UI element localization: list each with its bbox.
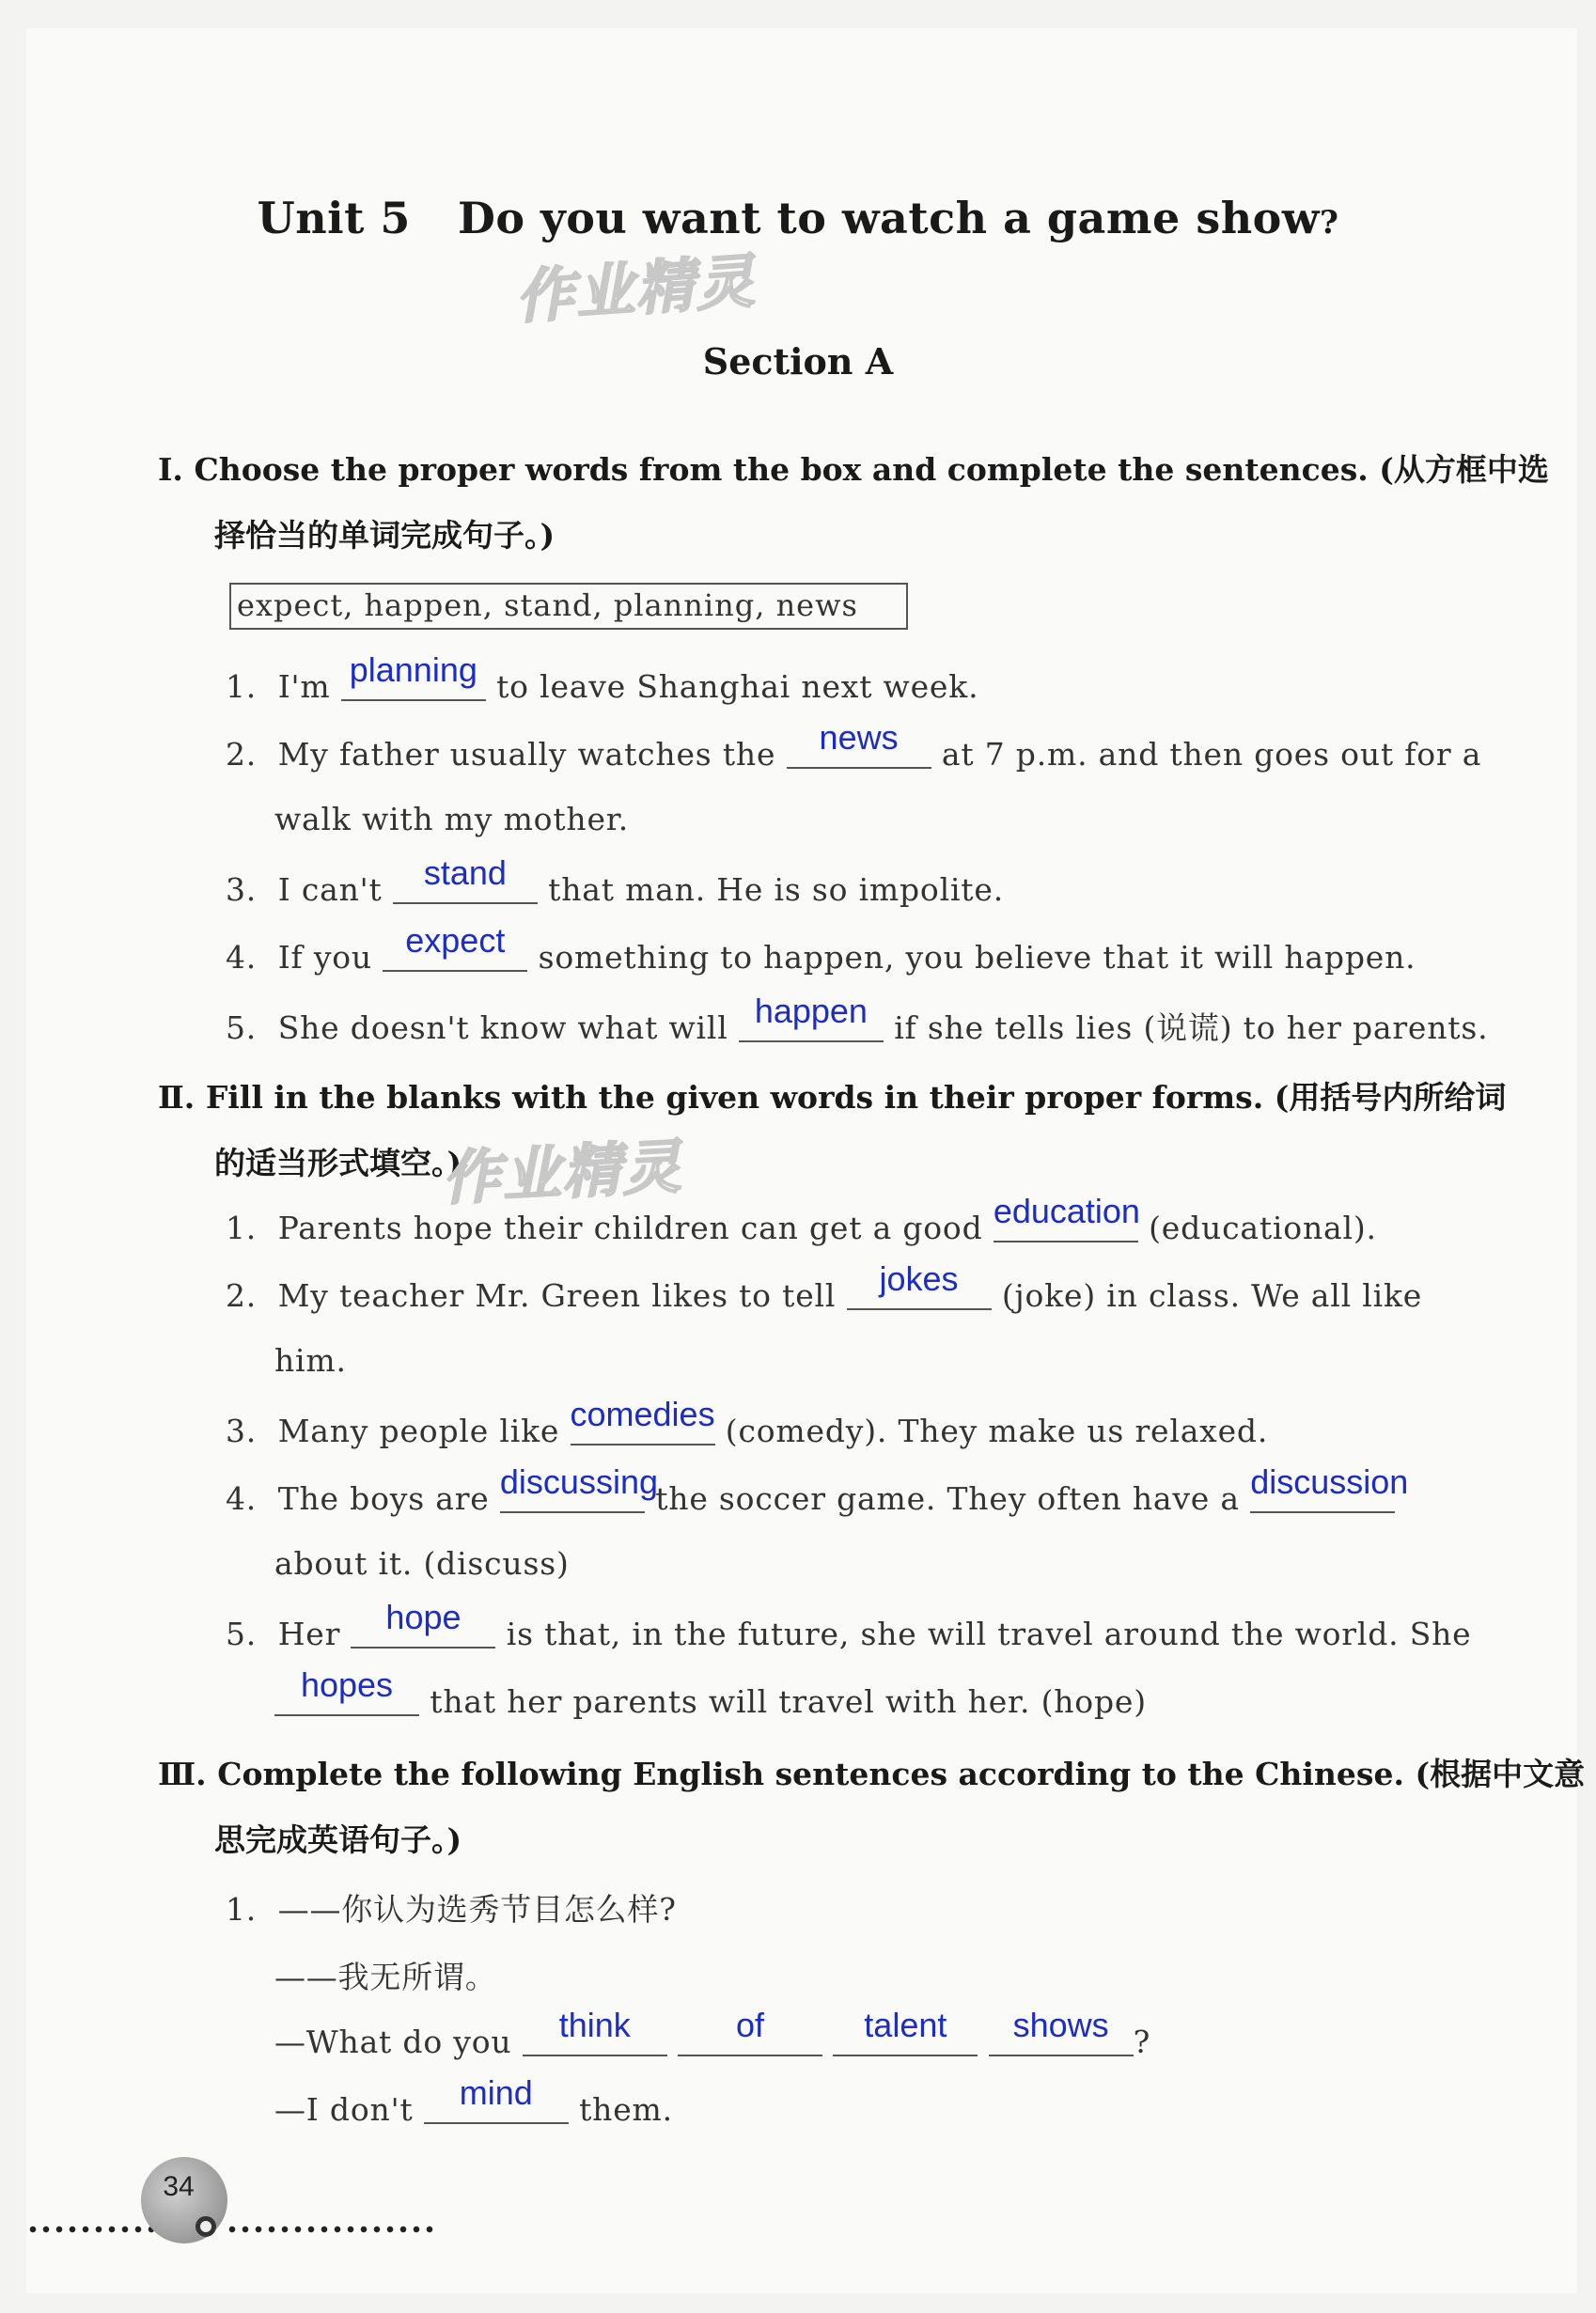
answer-text: mind	[459, 2073, 533, 2112]
footer-dots-left	[26, 2226, 158, 2233]
answer-text: expect	[405, 921, 506, 960]
item-text: to leave Shanghai next week.	[496, 668, 979, 705]
answer-text: hope	[385, 1598, 462, 1636]
page-number: 34	[163, 2171, 195, 2202]
item-number: 4.	[226, 939, 258, 976]
p2-item-4-cont: about it. (discuss)	[274, 1545, 570, 1582]
item-text: them.	[579, 2091, 673, 2128]
p1-item-1	[226, 650, 979, 705]
p2-item-2	[226, 1259, 1423, 1314]
item-text: (comedy). They make us relaxed.	[725, 1413, 1269, 1449]
item-text: is that, in the future, she will travel around the world. She	[506, 1616, 1472, 1652]
answer-text: discussing	[499, 1462, 658, 1501]
item-number: 5.	[226, 1616, 258, 1652]
part1-roman: Ⅰ.	[158, 451, 183, 488]
answer-text: hopes	[300, 1665, 394, 1704]
watermark-top: 作业精灵	[513, 246, 759, 332]
badge-ring-icon	[196, 2216, 216, 2237]
unit-label: Unit 5	[257, 193, 411, 243]
p3-item-1-zh2: ——我无所谓。	[274, 1959, 497, 1995]
item-number: 4.	[226, 1480, 258, 1517]
part3-roman: Ⅲ.	[158, 1756, 207, 1792]
answer-text: discussion	[1250, 1462, 1409, 1501]
answer-text: of	[736, 2006, 765, 2044]
item-text: —What do you	[274, 2024, 512, 2060]
item-text: Her	[277, 1616, 341, 1652]
part3-instruction-b: 思完成英语句子。)	[214, 1821, 462, 1858]
answer-blank[interactable]	[424, 2073, 569, 2124]
p2-item-1	[226, 1192, 1377, 1246]
item-text: Many people like	[277, 1413, 560, 1449]
item-text: My father usually watches the	[277, 736, 776, 773]
p2-item-2-cont: him.	[274, 1342, 347, 1379]
chinese-prompt: ——你认为选秀节目怎么样?	[277, 1891, 677, 1928]
watermark-middle: 作业精灵	[440, 1132, 685, 1213]
part3-instruction-a: Complete the following English sentences according to the Chinese. (根据中文意	[217, 1756, 1586, 1792]
item-number: 5.	[226, 1009, 258, 1046]
part2-heading	[158, 1073, 1506, 1117]
answer-text: happen	[754, 992, 868, 1030]
answer-blank[interactable]	[787, 718, 931, 769]
item-text: I can't	[277, 871, 383, 908]
answer-text: shows	[1012, 2006, 1109, 2044]
p1-item-4	[226, 921, 1416, 976]
p1-item-3	[226, 853, 1004, 908]
part1-heading	[158, 445, 1549, 490]
answer-blank[interactable]	[989, 2006, 1134, 2056]
part2-instruction-a: Fill in the blanks with the given words in their proper forms. (用括号内所给词	[205, 1079, 1507, 1116]
item-text: something to happen, you believe that it will happen.	[538, 939, 1416, 976]
unit-title-text: Do you want to watch a game show	[457, 193, 1320, 243]
item-text: at 7 p.m. and then goes out for a	[941, 736, 1482, 773]
answer-blank[interactable]	[351, 1598, 495, 1649]
answer-text: think	[558, 2006, 631, 2044]
answer-blank[interactable]	[739, 992, 884, 1042]
p3-item-1-zh1	[226, 1885, 677, 1930]
p2-item-5-cont	[274, 1665, 1147, 1720]
unit-title-qmark: ?	[1319, 204, 1339, 242]
answer-text: comedies	[570, 1395, 715, 1433]
answer-text: stand	[423, 853, 507, 892]
answer-blank[interactable]	[523, 2006, 667, 2056]
answer-blank[interactable]	[341, 650, 486, 701]
part1-instruction-a: Choose the proper words from the box and complete the sentences. (从方框中选	[194, 451, 1549, 488]
part3-heading	[158, 1750, 1585, 1794]
unit-title	[0, 193, 1596, 243]
item-text: She doesn't know what will	[277, 1009, 728, 1046]
answer-text: news	[819, 718, 899, 757]
item-text: if she tells lies (说谎) to her parents.	[894, 1009, 1489, 1046]
item-text: (educational).	[1149, 1210, 1377, 1246]
item-text: (joke) in class. We all like	[1001, 1277, 1423, 1314]
item-number: 1.	[226, 1210, 258, 1246]
item-number: 1.	[226, 668, 258, 705]
part2-roman: Ⅱ.	[158, 1079, 196, 1116]
item-number: 3.	[226, 1413, 258, 1449]
answer-blank[interactable]	[847, 1259, 992, 1310]
item-text: If you	[277, 939, 372, 976]
item-number: 1.	[226, 1891, 258, 1928]
p3-item-1-en2	[274, 2073, 673, 2128]
answer-blank[interactable]	[274, 1665, 419, 1716]
answer-blank[interactable]	[570, 1395, 715, 1446]
part2-instruction-b: 的适当形式填空。)	[214, 1145, 462, 1181]
item-text: I'm	[277, 668, 331, 705]
p3-item-1-en1	[274, 2006, 1151, 2060]
item-text: My teacher Mr. Green likes to tell	[277, 1277, 837, 1314]
answer-blank[interactable]	[993, 1192, 1140, 1242]
answer-text: jokes	[879, 1259, 959, 1298]
item-text: that her parents will travel with her. (hope)	[430, 1683, 1147, 1720]
item-text: —I don't	[274, 2091, 414, 2128]
answer-blank[interactable]	[499, 1462, 658, 1513]
answer-blank[interactable]	[1250, 1462, 1409, 1513]
answer-text: planning	[349, 650, 477, 689]
section-title: Section A	[702, 340, 894, 383]
item-text: ?	[1133, 2024, 1151, 2060]
footer-dots-right	[226, 2226, 436, 2233]
item-text: Parents hope their children can get a good	[277, 1210, 983, 1246]
p2-item-5	[226, 1598, 1472, 1652]
answer-blank[interactable]	[833, 2006, 978, 2056]
answer-blank[interactable]	[393, 853, 538, 904]
p2-item-3	[226, 1395, 1269, 1449]
item-text: that man. He is so impolite.	[548, 871, 1004, 908]
p2-item-4	[226, 1462, 1409, 1517]
answer-text: education	[993, 1192, 1140, 1230]
item-number: 3.	[226, 871, 258, 908]
answer-text: talent	[864, 2006, 947, 2044]
answer-blank[interactable]	[678, 2006, 822, 2056]
answer-blank[interactable]	[383, 921, 527, 972]
p1-item-5	[226, 992, 1489, 1048]
item-number: 2.	[226, 736, 258, 773]
item-text: The boys are	[277, 1480, 490, 1517]
word-box: expect, happen, stand, planning, news	[229, 583, 908, 630]
item-number: 2.	[226, 1277, 258, 1314]
p1-item-2	[226, 718, 1482, 773]
part1-instruction-b: 择恰当的单词完成句子。)	[214, 517, 555, 554]
p1-item-2-cont: walk with my mother.	[274, 801, 630, 837]
item-text: the soccer game. They often have a	[655, 1480, 1240, 1517]
